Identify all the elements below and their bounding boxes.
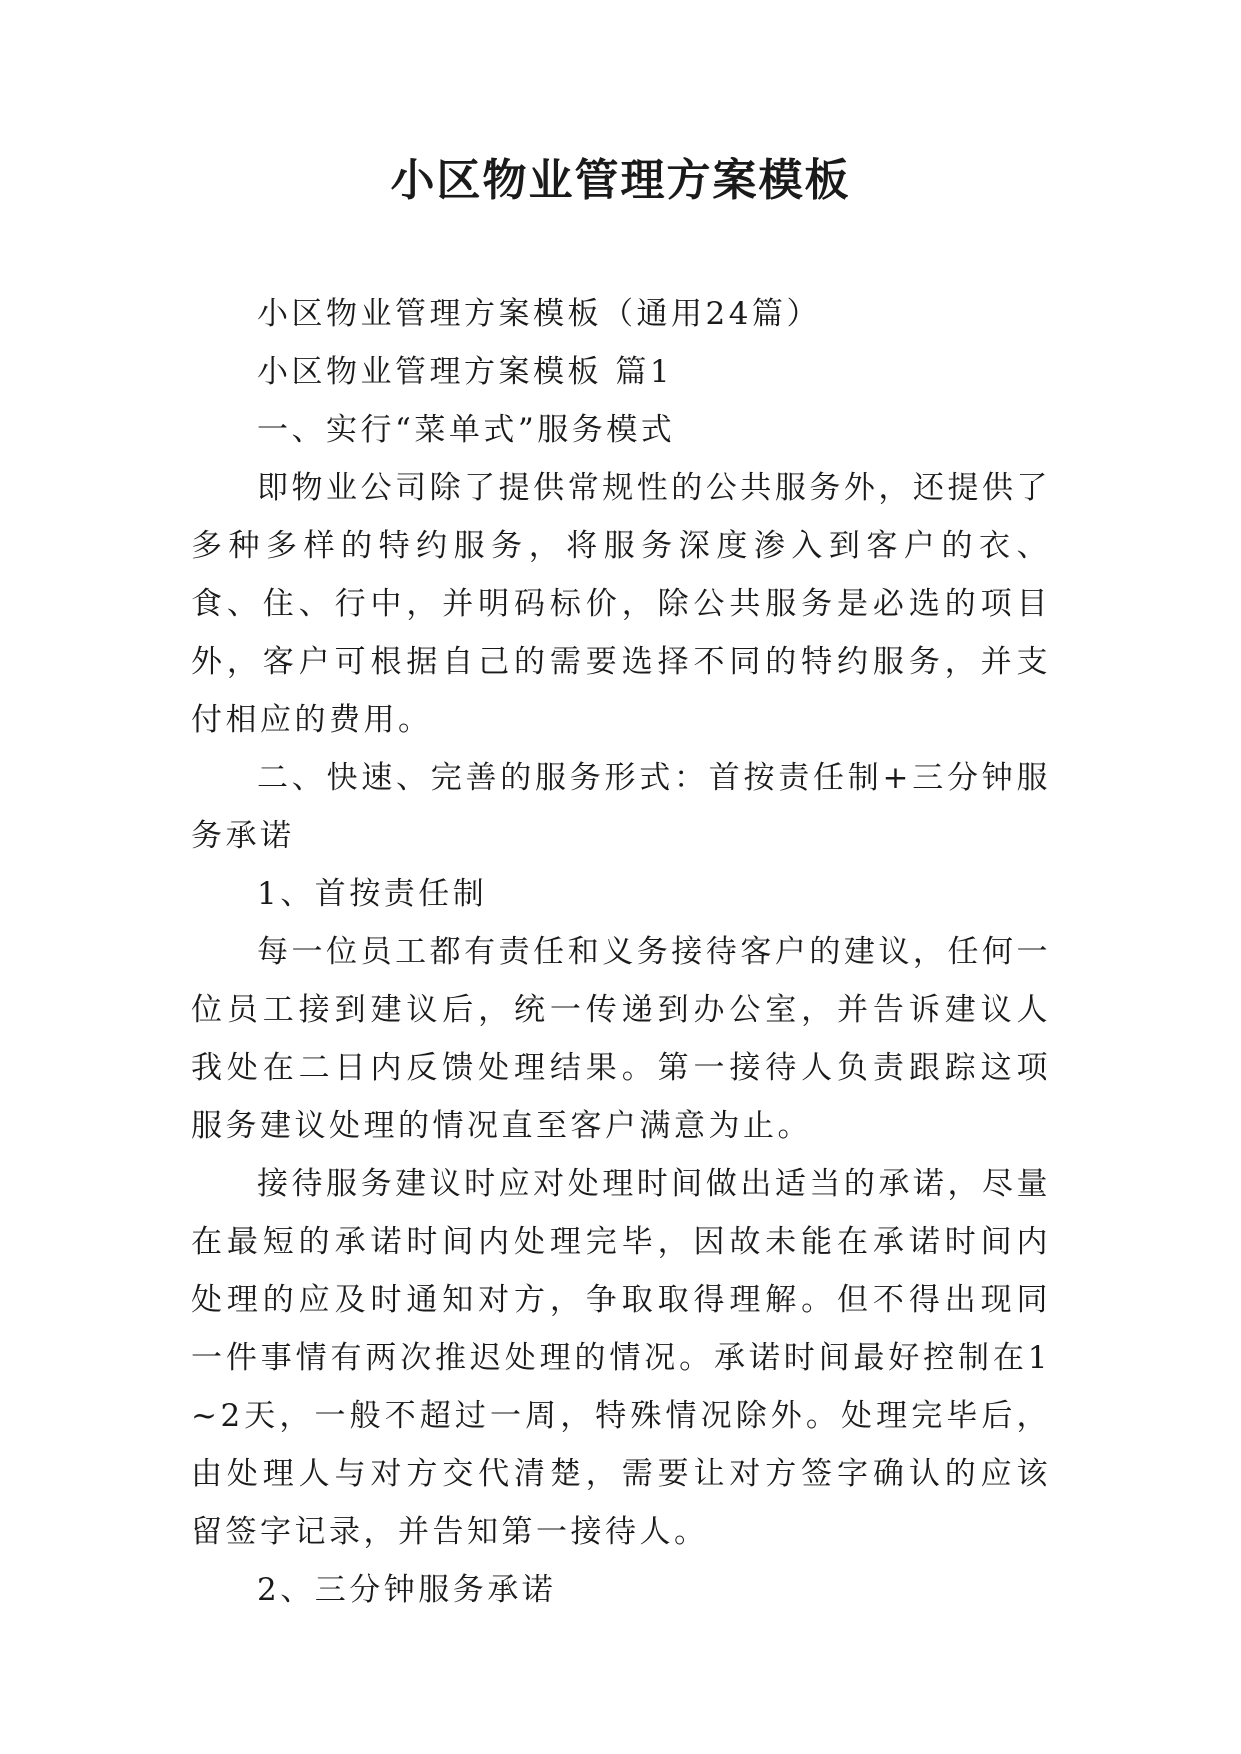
body-paragraph: 每一位员工都有责任和义务接待客户的建议，任何一位员工接到建议后，统一传递到办公室，并告诉建议人我处在二日内反馈处理结果。第一接待人负责跟踪这项服务建议处理的情况直至客户满意为止。	[191, 934, 1051, 1144]
subtitle-paragraph: 小区物业管理方案模板（通用24篇）	[257, 296, 821, 332]
document-body	[191, 285, 1051, 1619]
section-heading-part1: 小区物业管理方案模板 篇1	[257, 354, 674, 390]
heading-first-responsibility: 1、首按责任制	[257, 876, 488, 912]
document-title: 小区物业管理方案模板	[390, 155, 851, 206]
heading-three-minute-promise: 2、三分钟服务承诺	[257, 1572, 557, 1608]
heading-fast-service: 二、快速、完善的服务形式：首按责任制+三分钟服务承诺	[191, 760, 1051, 854]
body-paragraph: 接待服务建议时应对处理时间做出适当的承诺，尽量在最短的承诺时间内处理完毕，因故未能在承诺时间内处理的应及时通知对方，争取取得理解。但不得出现同一件事情有两次推迟处理的情况。承诺时间最好控制在1~2天，一般不超过一周，特殊情况除外。处理完毕后，由处理人与对方交代清楚，需要让对方签字确认的应该留签字记录，并告知第一接待人。	[191, 1166, 1051, 1550]
body-paragraph: 即物业公司除了提供常规性的公共服务外，还提供了多种多样的特约服务，将服务深度渗入到客户的衣、食、住、行中，并明码标价，除公共服务是必选的项目外，客户可根据自己的需要选择不同的特约服务，并支付相应的费用。	[191, 470, 1051, 738]
heading-menu-service: 一、实行“菜单式”服务模式	[257, 412, 676, 448]
